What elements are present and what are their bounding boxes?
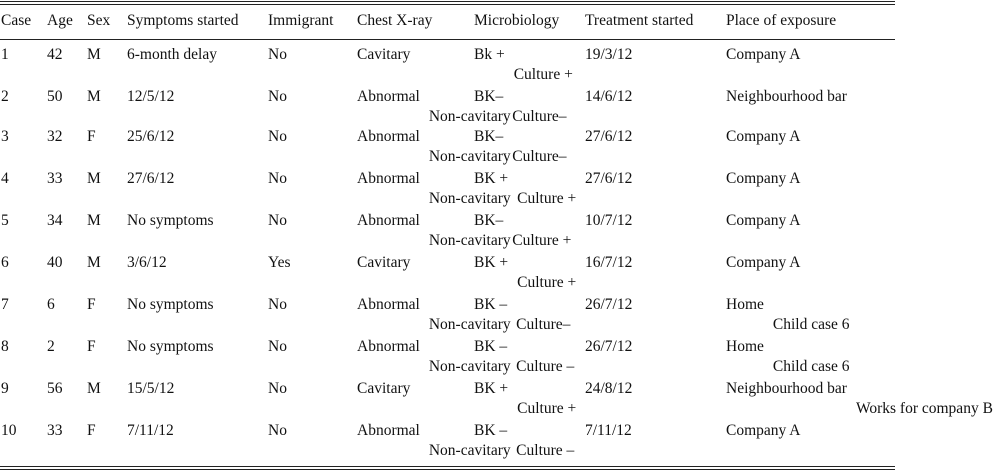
cell-symptoms-text: 3/6/12 xyxy=(127,254,167,271)
cell-age xyxy=(47,253,63,273)
cell-symptoms xyxy=(127,421,174,441)
cell-sex-text: M xyxy=(87,46,101,63)
cell-symptoms xyxy=(127,127,174,147)
cell-place-text: Neighbourhood bar xyxy=(726,88,847,105)
cell-place-subtext: Child case 6 xyxy=(772,358,850,375)
cell-chest-xray xyxy=(357,253,410,273)
cell-microbiology xyxy=(474,211,572,249)
cell-immigrant-text: No xyxy=(268,296,287,313)
cell-age xyxy=(47,421,63,441)
cell-place xyxy=(726,295,850,333)
cell-age-text: 42 xyxy=(47,46,63,63)
cell-microbiology-subtext: Culture– xyxy=(512,108,567,125)
cell-sex-text: F xyxy=(87,338,96,355)
cell-place-text: Company A xyxy=(726,422,801,439)
cell-age xyxy=(47,87,63,107)
top-rule xyxy=(0,1,895,2)
cell-place-text: Company A xyxy=(726,212,801,229)
cell-chest-xray-subtext: Non-cavitary xyxy=(428,190,511,207)
bottom-rule-inner xyxy=(0,469,895,470)
table-row xyxy=(0,295,895,335)
bottom-rule xyxy=(0,466,895,467)
cell-microbiology xyxy=(474,295,571,333)
cell-sex-text: M xyxy=(87,254,101,271)
header-chest-xray: Chest X-ray xyxy=(357,12,433,29)
cell-microbiology-subtext: Culture + xyxy=(517,190,577,207)
cell-immigrant xyxy=(268,45,287,65)
cell-place xyxy=(726,127,801,147)
cell-case-text: 5 xyxy=(1,212,9,229)
cell-chest-xray-text: Abnormal xyxy=(357,422,420,439)
cell-symptoms-text: 6-month delay xyxy=(127,46,217,63)
cell-microbiology-text: BK– xyxy=(474,212,504,229)
table-row xyxy=(0,127,895,167)
cell-case-text: 4 xyxy=(1,170,9,187)
cell-immigrant xyxy=(268,87,287,107)
cell-age-text: 33 xyxy=(47,422,63,439)
cell-sex xyxy=(87,45,101,65)
cell-symptoms xyxy=(127,253,167,273)
cell-treatment-text: 26/7/12 xyxy=(585,338,633,355)
cell-chest-xray xyxy=(357,45,410,65)
cell-immigrant-text: No xyxy=(268,128,287,145)
cell-treatment-text: 16/7/12 xyxy=(585,254,633,271)
cell-immigrant-text: Yes xyxy=(268,254,291,271)
cell-place-text: Home xyxy=(726,296,764,313)
cell-immigrant xyxy=(268,211,287,231)
cell-case xyxy=(1,87,9,107)
cell-age xyxy=(47,211,63,231)
cell-symptoms xyxy=(127,379,174,399)
cell-treatment-text: 27/6/12 xyxy=(585,170,633,187)
cell-treatment-text: 14/6/12 xyxy=(585,88,633,105)
cell-microbiology xyxy=(474,253,577,291)
cell-place xyxy=(726,211,801,231)
cell-treatment xyxy=(585,87,632,107)
cell-microbiology-subtext: Culture– xyxy=(512,148,567,165)
cell-age-text: 2 xyxy=(47,338,55,355)
cell-treatment-text: 27/6/12 xyxy=(585,128,633,145)
cell-chest-xray-text: Abnormal xyxy=(357,212,420,229)
cell-chest-xray-text: Cavitary xyxy=(357,46,411,63)
cell-treatment-text: 7/11/12 xyxy=(585,422,632,439)
header-sex: Sex xyxy=(87,12,111,29)
cell-age xyxy=(47,295,55,315)
cell-chest-xray-subtext: Non-cavitary xyxy=(428,108,511,125)
cell-microbiology xyxy=(474,127,567,165)
cell-chest-xray-subtext: Non-cavitary xyxy=(428,358,511,375)
cell-treatment xyxy=(585,421,632,441)
table-row xyxy=(0,379,993,419)
cell-microbiology-text: Bk + xyxy=(474,46,505,63)
cell-immigrant-text: No xyxy=(268,170,287,187)
cell-chest-xray-text: Abnormal xyxy=(357,128,420,145)
cell-age xyxy=(47,169,63,189)
header-place: Place of exposure xyxy=(726,12,837,29)
cell-sex xyxy=(87,379,101,399)
cell-immigrant xyxy=(268,337,287,357)
cell-treatment xyxy=(585,211,632,231)
cell-immigrant-text: No xyxy=(268,380,287,397)
cell-age xyxy=(47,337,55,357)
cell-treatment-text: 19/3/12 xyxy=(585,46,633,63)
header-immigrant: Immigrant xyxy=(268,12,334,29)
cell-immigrant xyxy=(268,379,287,399)
cell-case xyxy=(1,169,9,189)
cell-treatment xyxy=(585,295,632,315)
cell-case-text: 8 xyxy=(1,338,9,355)
cell-treatment xyxy=(585,169,632,189)
cell-symptoms xyxy=(127,295,214,315)
cell-microbiology xyxy=(474,87,567,125)
cell-case-text: 7 xyxy=(1,296,9,313)
cell-symptoms xyxy=(127,45,217,65)
cell-place xyxy=(726,45,801,65)
cell-treatment-text: 10/7/12 xyxy=(585,212,633,229)
cell-microbiology-text: BK + xyxy=(474,380,509,397)
cell-place xyxy=(726,337,850,375)
cell-immigrant xyxy=(268,127,287,147)
cell-case-text: 9 xyxy=(1,380,9,397)
cell-treatment xyxy=(585,379,632,399)
table-row xyxy=(0,211,895,251)
table-row xyxy=(0,421,895,461)
cell-microbiology-text: BK– xyxy=(474,128,504,145)
cell-chest-xray-subtext: Non-cavitary xyxy=(428,232,511,249)
cell-sex-text: M xyxy=(87,170,101,187)
cell-microbiology xyxy=(474,421,575,459)
cell-immigrant xyxy=(268,295,287,315)
cell-immigrant-text: No xyxy=(268,422,287,439)
cell-microbiology xyxy=(474,45,573,83)
cell-case xyxy=(1,253,9,273)
cell-place xyxy=(726,253,801,273)
cell-age-text: 34 xyxy=(47,212,63,229)
table-row xyxy=(0,337,895,377)
cell-sex xyxy=(87,253,101,273)
cell-place xyxy=(726,379,993,417)
cell-case xyxy=(1,337,9,357)
cell-symptoms-text: 12/5/12 xyxy=(127,88,175,105)
cell-place-text: Home xyxy=(726,338,764,355)
cell-immigrant xyxy=(268,253,291,273)
cell-place-text: Company A xyxy=(726,254,801,271)
cell-chest-xray-text: Abnormal xyxy=(357,296,420,313)
cell-chest-xray-subtext: Non-cavitary xyxy=(428,316,511,333)
cell-symptoms xyxy=(127,337,214,357)
cell-symptoms-text: No symptoms xyxy=(127,338,214,355)
cell-age-text: 32 xyxy=(47,128,63,145)
cell-symptoms-text: No symptoms xyxy=(127,296,214,313)
cell-microbiology-subtext: Culture + xyxy=(512,232,572,249)
header-age: Age xyxy=(47,12,73,29)
cell-case-text: 3 xyxy=(1,128,9,145)
cell-symptoms-text: 15/5/12 xyxy=(127,380,175,397)
cell-age-text: 50 xyxy=(47,88,63,105)
cell-case xyxy=(1,421,17,441)
cell-sex xyxy=(87,127,96,147)
cell-age-text: 56 xyxy=(47,380,63,397)
header-treatment: Treatment started xyxy=(585,12,694,29)
cell-treatment-text: 24/8/12 xyxy=(585,380,633,397)
cell-place-text: Company A xyxy=(726,128,801,145)
header-microbiology: Microbiology xyxy=(474,12,560,29)
cell-case-text: 1 xyxy=(1,46,9,63)
cell-chest-xray-text: Cavitary xyxy=(357,380,411,397)
cell-immigrant xyxy=(268,421,287,441)
cell-chest-xray-text: Cavitary xyxy=(357,254,411,271)
cell-microbiology-text: BK – xyxy=(474,296,508,313)
cell-microbiology-subtext: Culture – xyxy=(516,358,575,375)
cell-treatment xyxy=(585,45,632,65)
cell-sex xyxy=(87,211,101,231)
cell-place-text: Company A xyxy=(726,46,801,63)
cell-treatment xyxy=(585,253,632,273)
table-row xyxy=(0,87,895,127)
cell-place xyxy=(726,421,801,441)
cell-treatment xyxy=(585,127,632,147)
cell-sex-text: M xyxy=(87,380,101,397)
cell-immigrant-text: No xyxy=(268,88,287,105)
cell-sex-text: F xyxy=(87,296,96,313)
cell-sex-text: M xyxy=(87,88,101,105)
table-header-row xyxy=(0,11,895,33)
cell-microbiology xyxy=(474,337,575,375)
cell-symptoms xyxy=(127,211,214,231)
cell-case xyxy=(1,379,9,399)
cell-immigrant xyxy=(268,169,287,189)
cell-treatment-text: 26/7/12 xyxy=(585,296,633,313)
cell-microbiology-text: BK + xyxy=(474,170,509,187)
cell-immigrant-text: No xyxy=(268,212,287,229)
cell-sex-text: F xyxy=(87,422,96,439)
cell-chest-xray-text: Abnormal xyxy=(357,88,420,105)
cell-microbiology-subtext: Culture– xyxy=(516,316,571,333)
cell-chest-xray-subtext: Non-cavitary xyxy=(428,148,511,165)
cell-microbiology-subtext: Culture – xyxy=(516,442,575,459)
cell-microbiology-text: BK– xyxy=(474,88,504,105)
cell-age xyxy=(47,45,63,65)
cell-case xyxy=(1,45,9,65)
cell-sex xyxy=(87,337,96,357)
top-rule-inner xyxy=(0,4,895,5)
cell-place-text: Neighbourhood bar xyxy=(726,380,847,397)
table-row xyxy=(0,45,895,85)
cell-case xyxy=(1,211,9,231)
cell-symptoms xyxy=(127,87,174,107)
cell-symptoms-text: 7/11/12 xyxy=(127,422,174,439)
cell-chest-xray xyxy=(357,379,410,399)
cell-place xyxy=(726,169,801,189)
cell-sex xyxy=(87,295,96,315)
cell-age-text: 40 xyxy=(47,254,63,271)
cell-microbiology-subtext: Culture + xyxy=(517,400,577,417)
cell-place-subtext: Works for company B xyxy=(855,400,993,417)
cell-sex xyxy=(87,87,101,107)
header-case: Case xyxy=(1,12,32,29)
cell-chest-xray-text: Abnormal xyxy=(357,170,420,187)
header-symptoms: Symptoms started xyxy=(127,12,239,29)
cell-age xyxy=(47,379,63,399)
cell-symptoms-text: 27/6/12 xyxy=(127,170,175,187)
cell-microbiology-text: BK + xyxy=(474,254,509,271)
cell-chest-xray-subtext: Non-cavitary xyxy=(428,442,511,459)
cell-microbiology-text: BK – xyxy=(474,338,508,355)
cell-microbiology-subtext: Culture + xyxy=(513,66,573,83)
cell-case-text: 10 xyxy=(1,422,17,439)
cell-case xyxy=(1,295,9,315)
cell-immigrant-text: No xyxy=(268,338,287,355)
cell-microbiology xyxy=(474,169,577,207)
cell-age-text: 33 xyxy=(47,170,63,187)
cell-symptoms-text: No symptoms xyxy=(127,212,214,229)
cell-place xyxy=(726,87,847,107)
cell-case xyxy=(1,127,9,147)
cell-case-text: 6 xyxy=(1,254,9,271)
cell-place-subtext: Child case 6 xyxy=(772,316,850,333)
cell-immigrant-text: No xyxy=(268,46,287,63)
cell-age xyxy=(47,127,63,147)
cell-microbiology-subtext: Culture + xyxy=(517,274,577,291)
table-row xyxy=(0,169,895,209)
cell-sex xyxy=(87,421,96,441)
header-rule xyxy=(0,39,895,40)
cell-symptoms xyxy=(127,169,174,189)
cell-microbiology xyxy=(474,379,577,417)
cell-sex-text: M xyxy=(87,212,101,229)
cell-place-text: Company A xyxy=(726,170,801,187)
cell-chest-xray-text: Abnormal xyxy=(357,338,420,355)
cell-treatment xyxy=(585,337,632,357)
cell-microbiology-text: BK – xyxy=(474,422,508,439)
table-row xyxy=(0,253,895,293)
cell-case-text: 2 xyxy=(1,88,9,105)
cell-sex-text: F xyxy=(87,128,96,145)
cell-symptoms-text: 25/6/12 xyxy=(127,128,175,145)
cell-age-text: 6 xyxy=(47,296,55,313)
cell-sex xyxy=(87,169,101,189)
